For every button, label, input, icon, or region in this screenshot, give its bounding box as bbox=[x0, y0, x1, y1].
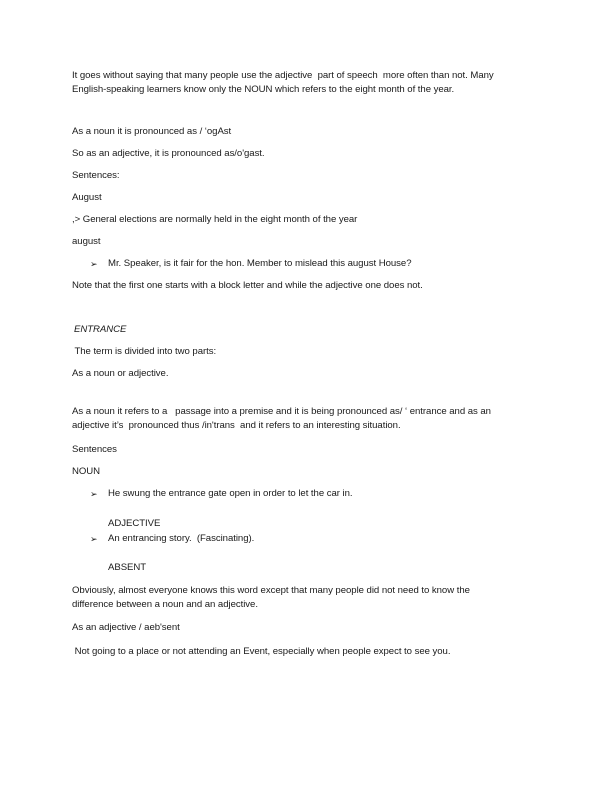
entrance-heading: ENTRANCE bbox=[74, 324, 127, 335]
entrance-noun-label: NOUN bbox=[72, 466, 101, 477]
absent-adjective-pronunciation: As an adjective / aeb'sent bbox=[72, 622, 180, 633]
august-adjective-label: august bbox=[72, 236, 101, 247]
entrance-sentences-label: Sentences bbox=[72, 444, 117, 455]
entrance-noun-sentence: He swung the entrance gate open in order to let the car in. bbox=[108, 488, 353, 499]
entrance-adjective-label: ADJECTIVE bbox=[108, 518, 161, 529]
august-noun-label: August bbox=[72, 192, 102, 203]
entrance-definition-line-2: adjective it’s pronounced thus /in'trans and it refers to an interesting situation. bbox=[72, 420, 401, 431]
absent-definition: Not going to a place or not attending an Event, especially when people expect to see you. bbox=[72, 646, 451, 657]
intro-line-2: English-speaking learners know only the NOUN which refers to the eight month of the year. bbox=[72, 84, 455, 95]
entrance-parts-text: As a noun or adjective. bbox=[72, 368, 169, 379]
absent-intro-line-1: Obviously, almost everyone knows this word except that many people did not need to know the bbox=[72, 585, 470, 596]
august-sentences-label: Sentences: bbox=[72, 170, 120, 181]
entrance-divided-text: The term is divided into two parts: bbox=[72, 346, 217, 357]
august-note: Note that the first one starts with a block letter and while the adjective one does not. bbox=[72, 280, 423, 291]
entrance-definition-line-1: As a noun it refers to a passage into a premise and it is being pronounced as/ ‘ entrance and as an bbox=[72, 406, 491, 417]
august-adjective-pronunciation: So as an adjective, it is pronounced as/o'gast. bbox=[72, 148, 265, 159]
arrow-bullet-icon: ➢ bbox=[90, 259, 98, 269]
august-noun-pronunciation: As a noun it is pronounced as / ‘ogAst bbox=[72, 126, 232, 137]
absent-heading: ABSENT bbox=[108, 562, 147, 573]
intro-line-1: It goes without saying that many people use the adjective part of speech more often than not. Many bbox=[72, 70, 494, 81]
arrow-bullet-icon: ➢ bbox=[90, 534, 98, 544]
arrow-bullet-icon: ➢ bbox=[90, 489, 98, 499]
august-noun-sentence: ,> General elections are normally held in the eight month of the year bbox=[72, 214, 358, 225]
august-adjective-sentence: Mr. Speaker, is it fair for the hon. Member to mislead this august House? bbox=[108, 258, 412, 269]
absent-intro-line-2: difference between a noun and an adjective. bbox=[72, 599, 258, 610]
entrance-adjective-sentence: An entrancing story. (Fascinating). bbox=[108, 533, 255, 544]
